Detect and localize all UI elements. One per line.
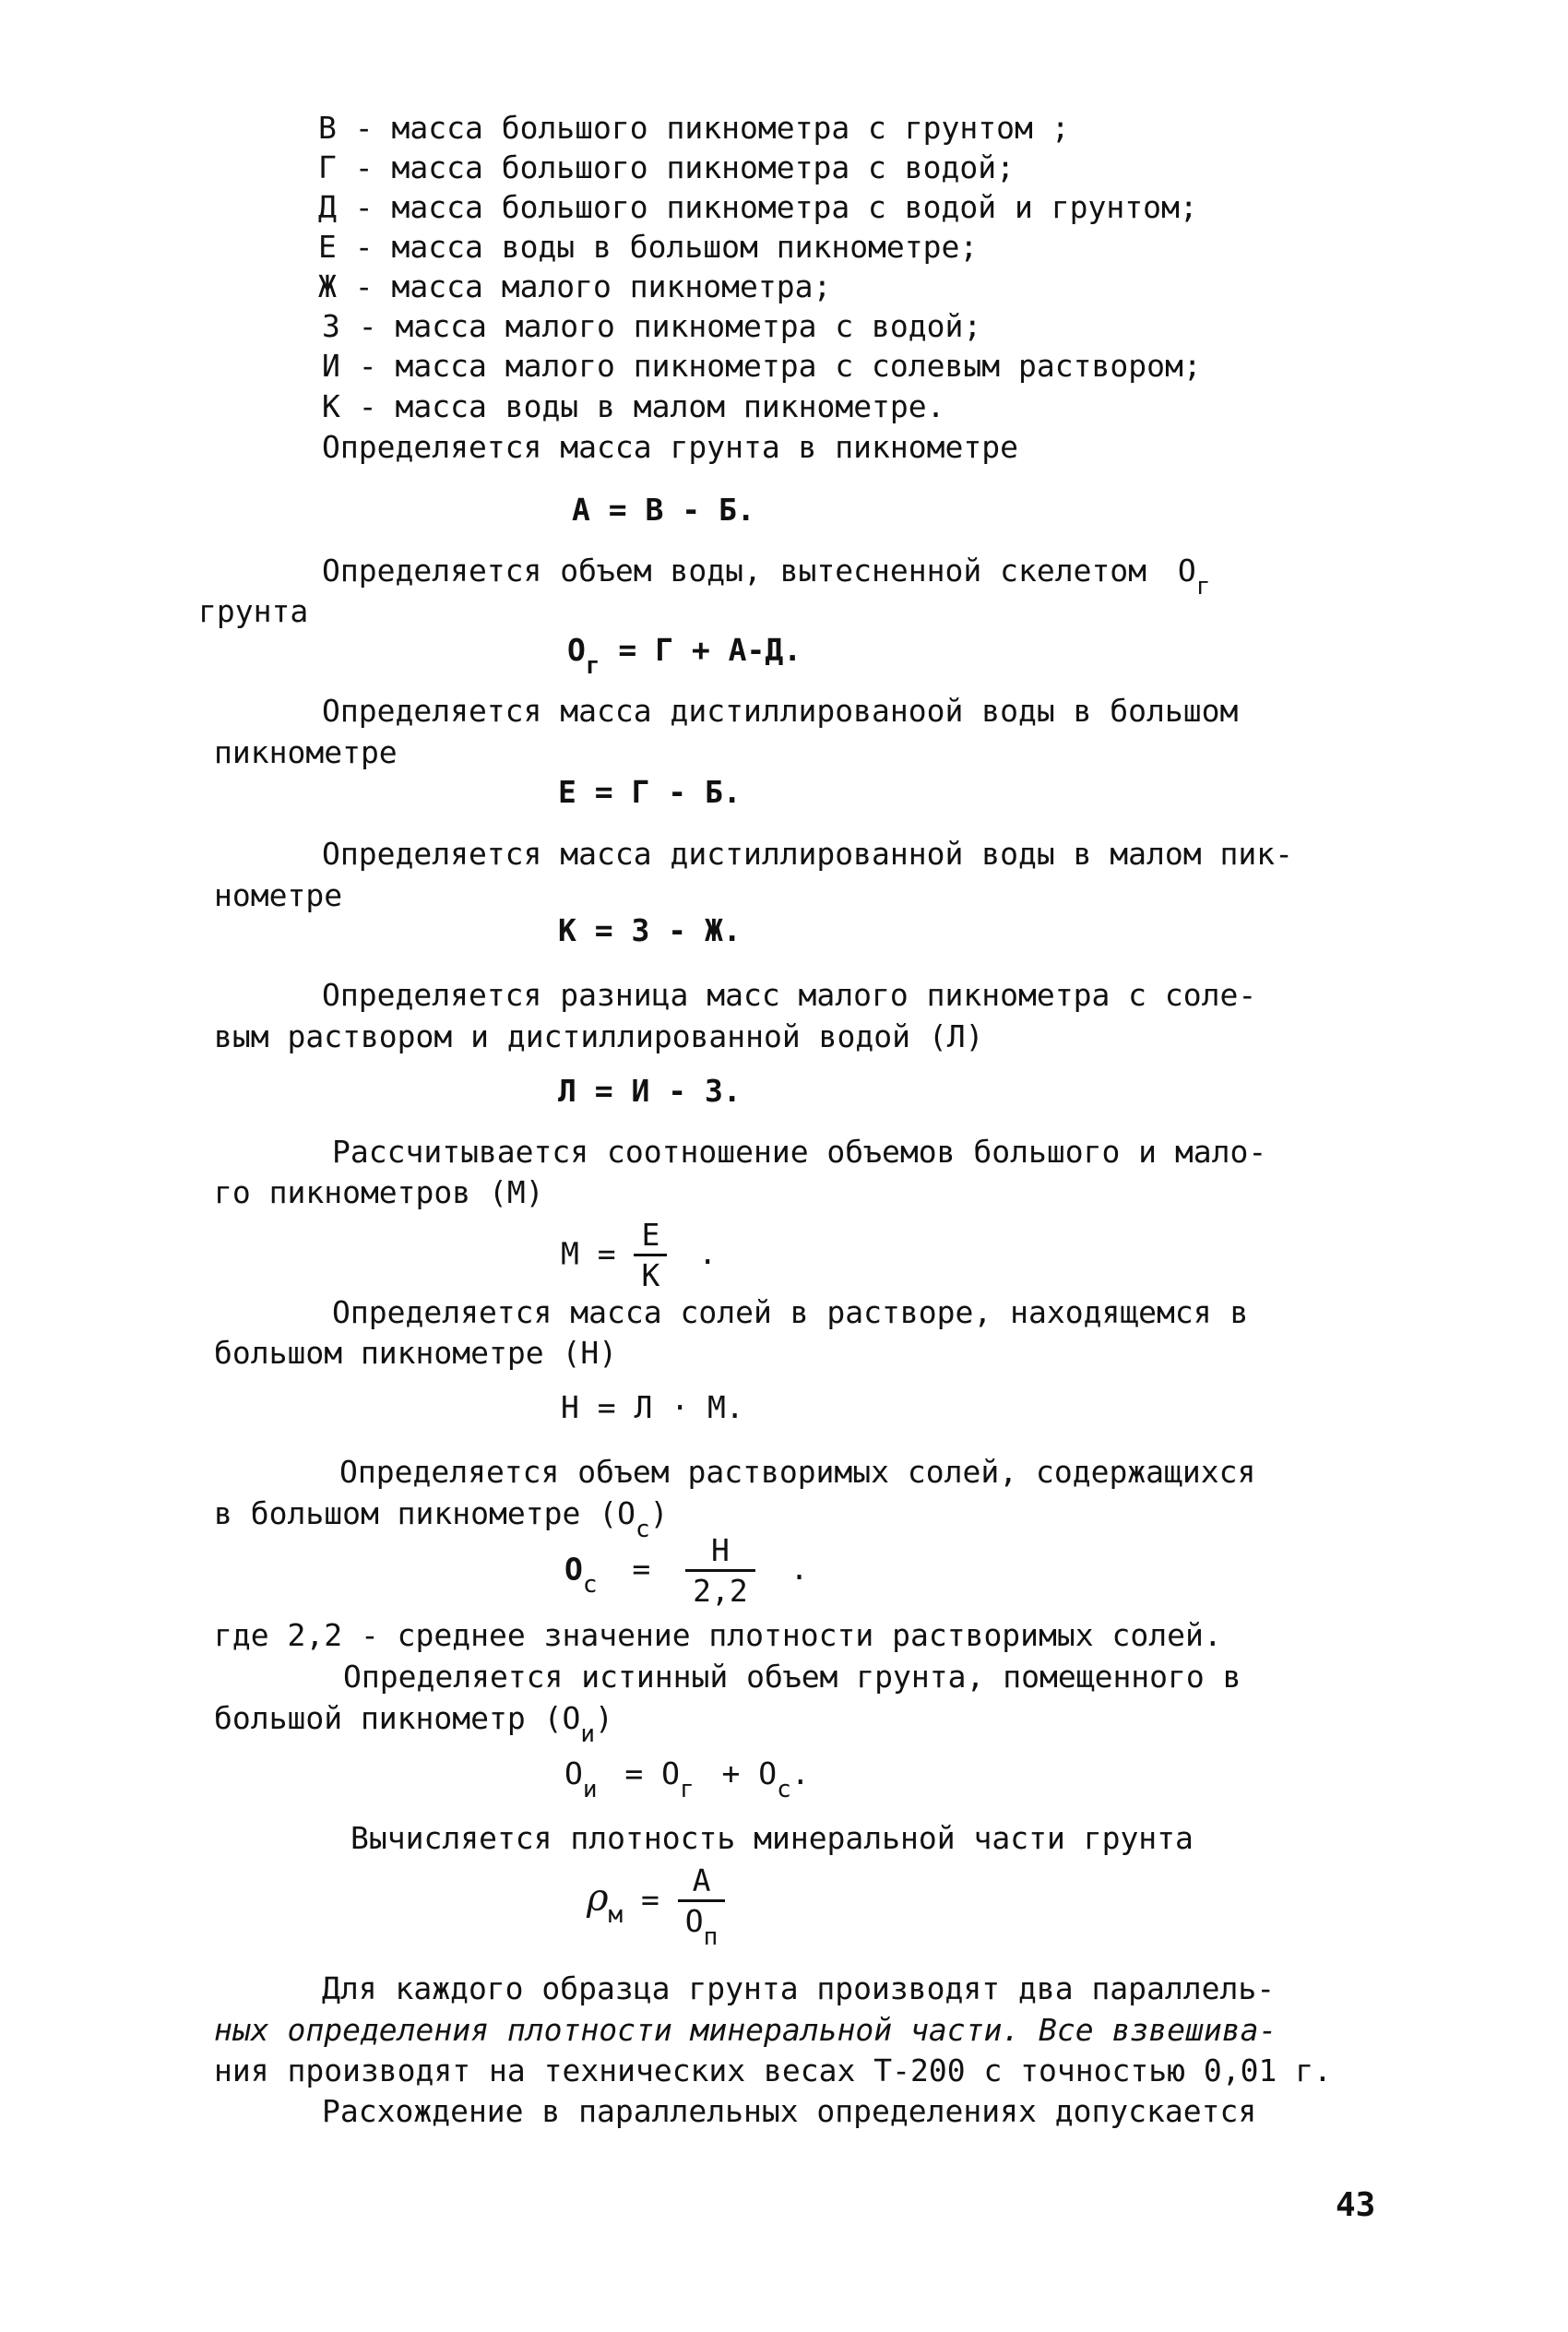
paragraph-true-volume: Определяется истинный объем грунта, помещенного в: [343, 1659, 1241, 1695]
page-number: 43: [1336, 2186, 1376, 2224]
formula-eq: = О: [624, 1755, 681, 1791]
definition-e: [318, 228, 978, 266]
formula-e: Е = Г - Б.: [558, 774, 742, 810]
formula-og: [567, 631, 802, 680]
formula-plus: + О: [721, 1755, 778, 1791]
def-text: масса воды в большом пикнометре;: [391, 229, 979, 265]
fraction: [685, 1531, 755, 1611]
formula-density: [587, 1862, 725, 1952]
fraction: [678, 1862, 726, 1952]
sym-sub: с: [635, 1516, 650, 1543]
paragraph-true-volume-cont: [214, 1699, 613, 1748]
def-text: масса большого пикнометра с водой и грунтом;: [391, 189, 1198, 225]
def-letter: Д: [318, 189, 337, 225]
formula-l: Л = И - З.: [558, 1073, 742, 1109]
def-dash: -: [358, 348, 377, 384]
def-letter: И: [322, 348, 340, 384]
p8-text: в большом пикнометре (О: [214, 1495, 636, 1531]
fraction-denominator: К: [641, 1257, 660, 1294]
definition-z: [322, 307, 981, 345]
paragraph-distilled-large: Определяется масса дистиллированоой воды в большом: [322, 693, 1239, 729]
paragraph-distilled-small-cont: нометре: [214, 877, 343, 913]
p12-text: ных определения плотности минеральной части. Все взвешива-: [214, 2012, 1277, 2048]
formula-eq: =: [641, 1881, 659, 1918]
def-text: масса малого пикнометра с солевым раствором;: [395, 348, 1202, 384]
paragraph-mass-difference-cont: вым раствором и дистиллированной водой (Л): [214, 1018, 984, 1054]
paragraph-parallel-line2: [214, 2011, 1277, 2049]
sym-sub: г: [680, 1776, 695, 1803]
sym: О: [567, 632, 586, 668]
definition-k: [322, 387, 945, 425]
formula-a: А = В - Б.: [572, 492, 755, 528]
def-dash: -: [354, 268, 374, 304]
definition-i: [322, 347, 1202, 385]
sym: О: [564, 1755, 583, 1791]
formula-oi: [564, 1755, 810, 1803]
def-letter: В: [318, 110, 337, 146]
sym: ρ: [587, 1876, 609, 1920]
def-dash: -: [354, 229, 374, 265]
formula-n: Н = Л · М.: [561, 1389, 744, 1425]
formula-end: .: [790, 1755, 810, 1791]
formula-rest: = Г + А-Д.: [618, 632, 802, 668]
sym-sub: п: [703, 1923, 719, 1952]
def-text: масса малого пикнометра с водой;: [395, 308, 982, 344]
paragraph-volume-ratio-cont: го пикнометров (М): [214, 1174, 544, 1210]
paragraph-displaced-water: [322, 552, 1211, 601]
paragraph-parallel-line3: ния производят на технических весах Т-200 с точностью 0,01 г.: [214, 2052, 1332, 2088]
paragraph-mass-difference: Определяется разница масс малого пикнометра с соле-: [322, 977, 1257, 1013]
fraction-denominator: [678, 1902, 726, 1952]
formula-lhs: М =: [561, 1235, 616, 1272]
den-sym: О: [684, 1903, 704, 1940]
sym: О: [1177, 553, 1196, 589]
definition-g: [318, 149, 1015, 186]
p10-close: ): [595, 1700, 613, 1736]
sym-sub: г: [1195, 573, 1211, 601]
def-text: масса большого пикнометра с грунтом ;: [391, 110, 1070, 146]
paragraph-distilled-large-cont: пикнометре: [214, 734, 398, 770]
def-text: масса большого пикнометра с водой;: [391, 149, 1016, 185]
definition-v: [318, 109, 1070, 147]
formula-eq: =: [632, 1551, 651, 1588]
fraction-numerator: Е: [634, 1216, 667, 1256]
p10-text: большой пикнометр (О: [214, 1700, 581, 1736]
formula-m: [561, 1216, 717, 1295]
definition-d: [318, 188, 1198, 226]
paragraph-soil-mass: Определяется масса грунта в пикнометре: [322, 429, 1018, 465]
p2-symbol: [1177, 553, 1211, 601]
p8-close: ): [649, 1495, 669, 1531]
def-letter: К: [322, 388, 340, 424]
sym-sub: с: [777, 1776, 791, 1803]
formula-oc: [564, 1531, 809, 1611]
sym: О: [564, 1551, 583, 1588]
paragraph-parallel-line1: Для каждого образца грунта производят два параллель-: [322, 1970, 1276, 2006]
sym-sub: м: [608, 1901, 624, 1930]
paragraph-displaced-water-cont: грунта: [198, 593, 309, 629]
def-letter: З: [322, 308, 340, 344]
formula-k: К = З - Ж.: [558, 912, 742, 948]
paragraph-salt-volume-cont: [214, 1494, 669, 1543]
def-dash: -: [354, 149, 374, 185]
def-dash: -: [354, 189, 374, 225]
formula-end: .: [790, 1551, 809, 1588]
paragraph-distilled-small: Определяется масса дистиллированной воды в малом пик-: [322, 836, 1293, 872]
definition-zh: [318, 268, 831, 305]
def-text: масса малого пикнометра;: [391, 268, 832, 304]
paragraph-salt-volume: Определяется объем растворимых солей, содержащихся: [339, 1454, 1256, 1490]
fraction: [634, 1216, 667, 1295]
paragraph-salt-mass-cont: большом пикнометре (Н): [214, 1335, 618, 1371]
def-dash: -: [358, 308, 377, 344]
paragraph-volume-ratio: Рассчитывается соотношение объемов большого и мало-: [332, 1134, 1267, 1170]
sym-sub: с: [582, 1571, 598, 1600]
paragraph-where: где 2,2 - среднее значение плотности растворимых солей.: [214, 1617, 1222, 1653]
def-dash: -: [354, 110, 374, 146]
sym-sub: г: [585, 652, 600, 680]
def-letter: Е: [318, 229, 337, 265]
sym-sub: и: [580, 1720, 596, 1748]
def-letter: Г: [318, 149, 337, 185]
fraction-numerator: Н: [685, 1531, 755, 1572]
fraction-denominator: 2,2: [693, 1573, 748, 1610]
paragraph-salt-mass: Определяется масса солей в растворе, находящемся в: [332, 1294, 1249, 1330]
fraction-numerator: А: [678, 1862, 726, 1902]
def-text: масса воды в малом пикнометре.: [395, 388, 945, 424]
paragraph-density: Вычисляется плотность минеральной части грунта: [350, 1820, 1194, 1856]
def-dash: -: [358, 388, 377, 424]
paragraph-parallel-line4: Расхождение в параллельных определениях допускается: [322, 2093, 1257, 2129]
def-letter: Ж: [318, 268, 337, 304]
sym-sub: и: [582, 1776, 598, 1803]
p2-text: Определяется объем воды, вытесненной скелетом: [322, 553, 1147, 589]
formula-end: .: [698, 1235, 718, 1272]
